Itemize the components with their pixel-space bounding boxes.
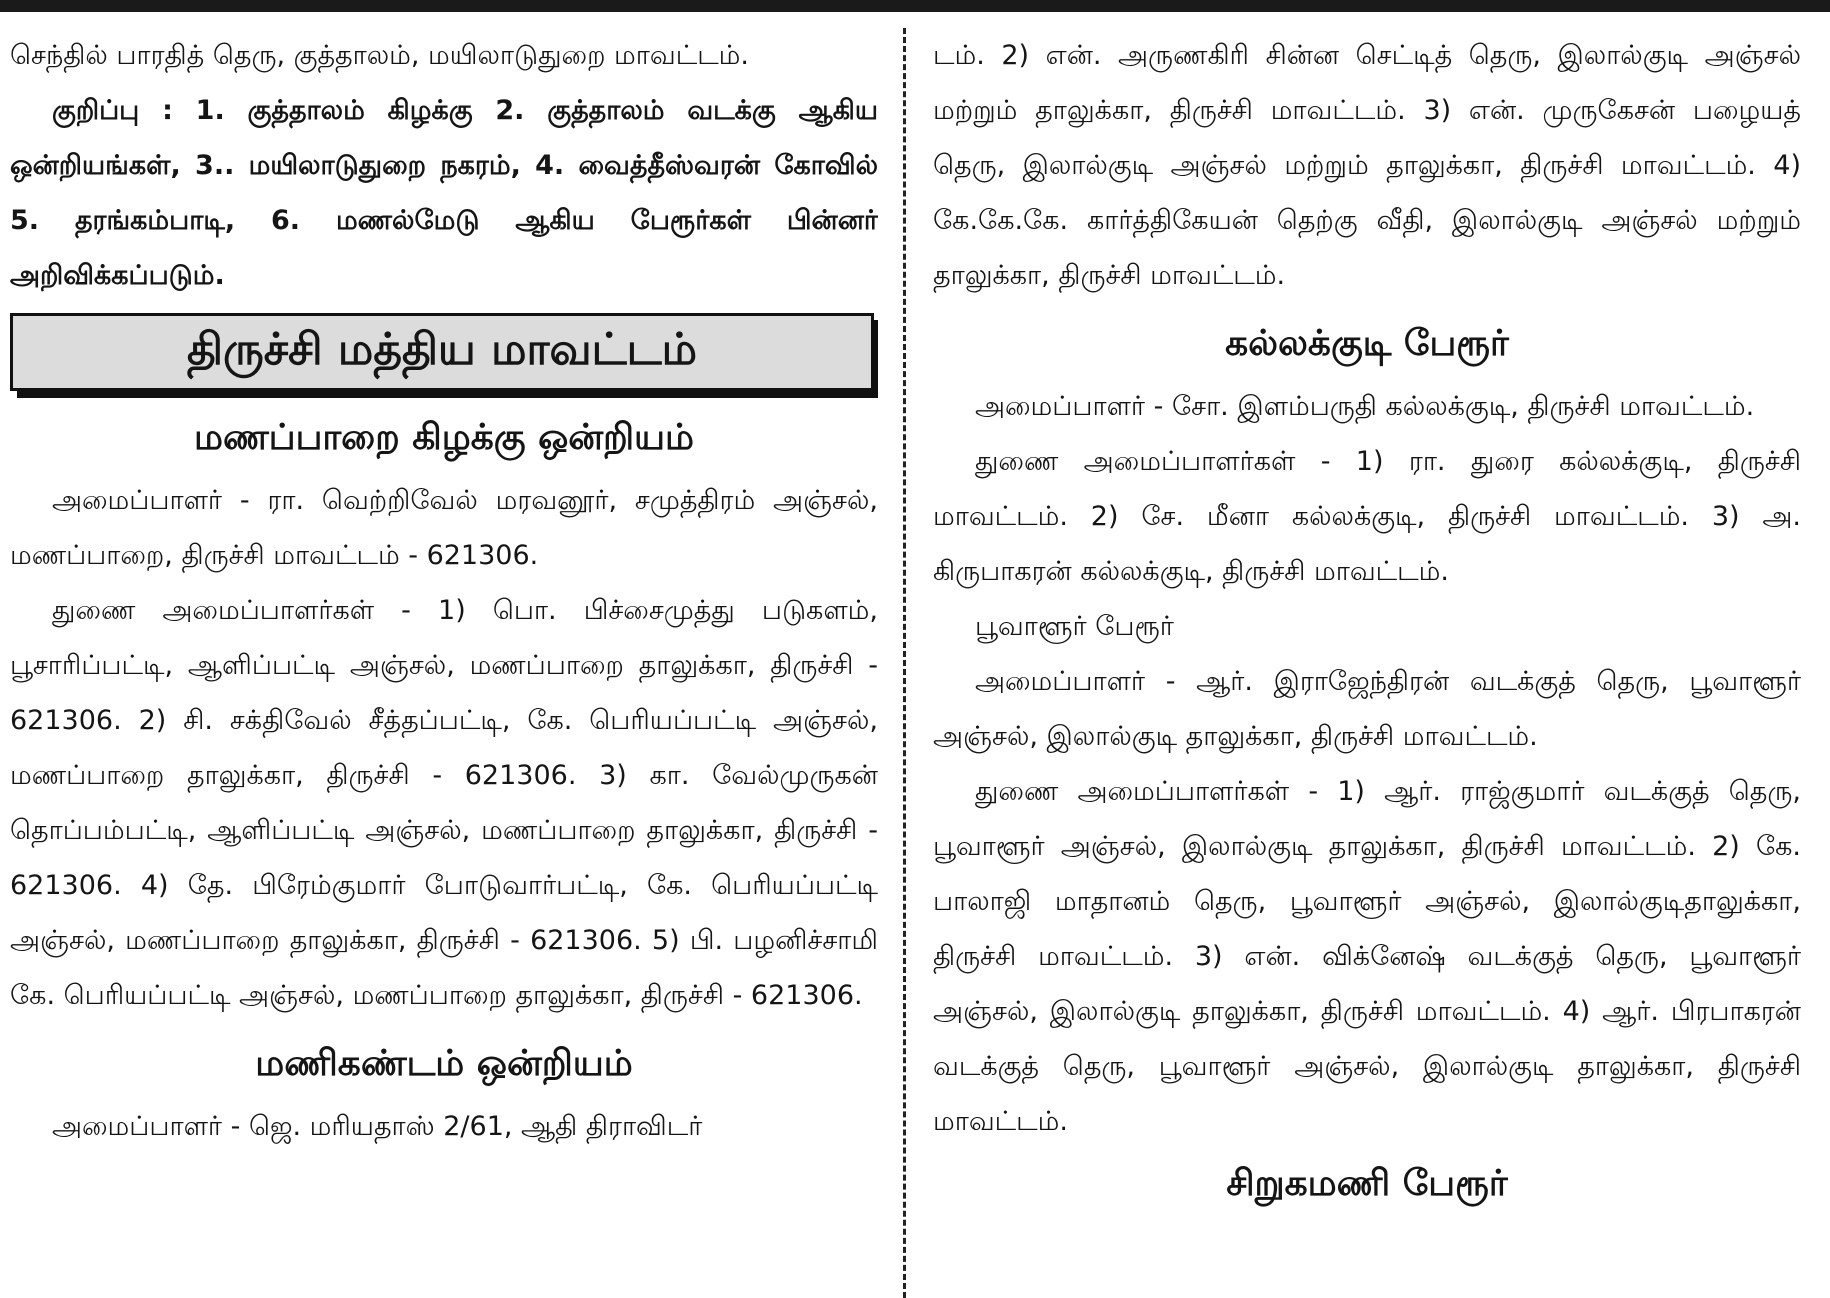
district-banner-title: திருச்சி மத்திய மாவட்டம்	[186, 323, 698, 375]
right-paragraph-1: டம். 2) என். அருணகிரி சின்ன செட்டித் தெரு, இலால்குடி அஞ்சல் மற்றும் தாலுக்கா, திருச்சி மாவட்டம். 3) என். முருகேசன் பழையத் தெரு, இலால்குடி அஞ்சல் மற்றும் தாலுக்கா, திருச்சி மாவட்டம். 4) கே.கே.கே. கார்த்திகேயன் தெற்கு வீதி, இலால்குடி அஞ்சல் மற்றும் தாலுக்கா, திருச்சி மாவட்டம்.	[933, 40, 1801, 291]
section-heading-manapparai-east: மணப்பாறை கிழக்கு ஒன்றியம்	[194, 417, 694, 458]
left-paragraph-2: அமைப்பாளர் - ரா. வெற்றிவேல் மரவனூர், சமுத்திரம் அஞ்சல், மணப்பாறை, திருச்சி மாவட்டம் - 621306.	[10, 485, 878, 571]
left-paragraph-3: துணை அமைப்பாளர்கள் - 1) பொ. பிச்சைமுத்து படுகளம், பூசாரிப்பட்டி, ஆளிப்பட்டி அஞ்சல், மணப்பாறை தாலுக்கா, திருச்சி - 621306. 2) சி. சக்திவேல் சீத்தப்பட்டி, கே. பெரியப்பட்டி அஞ்சல், மணப்பாறை தாலுக்கா, திருச்சி - 621306. 3) கா. வேல்முருகன் தொப்பம்பட்டி, ஆளிப்பட்டி அஞ்சல், மணப்பாறை தாலுக்கா, திருச்சி - 621306. 4) தே. பிரேம்குமார் போடுவார்பட்டி, கே. பெரியப்பட்டி அஞ்சல், மணப்பாறை தாலுக்கா, திருச்சி - 621306. 5) பி. பழனிச்சாமி கே. பெரியப்பட்டி அஞ்சல், மணப்பாறை தாலுக்கா, திருச்சி - 621306.	[10, 595, 878, 1011]
section-heading-sirugamani: சிறுகமணி பேரூர்	[1226, 1163, 1508, 1204]
note-paragraph: குறிப்பு : 1. குத்தாலம் கிழக்கு 2. குத்தாலம் வடக்கு ஆகிய ஒன்றியங்கள், 3.. மயிலாடுதுறை நகரம், 4. வைத்தீஸ்வரன் கோவில் 5. தரங்கம்பாடி, 6. மணல்மேடு ஆகிய பேரூர்கள் பின்னர் அறிவிக்கப்படும்.	[10, 95, 878, 291]
left-paragraph-4: அமைப்பாளர் - ஜெ. மரியதாஸ் 2/61, ஆதி திராவிடர்	[52, 1111, 703, 1142]
column-divider	[903, 28, 906, 1298]
right-paragraph-2: அமைப்பாளர் - சோ. இளம்பருதி கல்லக்குடி, திருச்சி மாவட்டம்.	[975, 391, 1755, 422]
top-rule	[0, 0, 1830, 12]
right-paragraph-3: துணை அமைப்பாளர்கள் - 1) ரா. துரை கல்லக்குடி, திருச்சி மாவட்டம். 2) சே. மீனா கல்லக்குடி, திருச்சி மாவட்டம். 3) அ. கிருபாகரன் கல்லக்குடி, திருச்சி மாவட்டம்.	[933, 446, 1801, 587]
right-column	[933, 28, 1801, 1298]
left-column	[10, 28, 878, 1298]
right-paragraph-5: அமைப்பாளர் - ஆர். இராஜேந்திரன் வடக்குத் தெரு, பூவாளூர் அஞ்சல், இலால்குடி தாலுக்கா, திருச்சி மாவட்டம்.	[933, 666, 1801, 752]
left-paragraph-1: செந்தில் பாரதித் தெரு, குத்தாலம், மயிலாடுதுறை மாவட்டம்.	[10, 40, 749, 71]
section-heading-kallakudi: கல்லக்குடி பேரூர்	[1225, 323, 1509, 364]
right-paragraph-4: பூவாளூர் பேரூர்	[975, 611, 1174, 642]
section-heading-manikandam: மணிகண்டம் ஒன்றியம்	[255, 1043, 633, 1084]
district-banner	[10, 313, 874, 391]
right-paragraph-6: துணை அமைப்பாளர்கள் - 1) ஆர். ராஜ்குமார் வடக்குத் தெரு, பூவாளூர் அஞ்சல், இலால்குடி தாலுக்கா, திருச்சி மாவட்டம். 2) கே. பாலாஜி மாதானம் தெரு, பூவாளூர் அஞ்சல், இலால்குடிதாலுக்கா, திருச்சி மாவட்டம். 3) என். விக்னேஷ் வடக்குத் தெரு, பூவாளூர் அஞ்சல், இலால்குடி தாலுக்கா, திருச்சி மாவட்டம். 4) ஆர். பிரபாகரன் வடக்குத் தெரு, பூவாளூர் அஞ்சல், இலால்குடி தாலுக்கா, திருச்சி மாவட்டம்.	[933, 776, 1801, 1137]
